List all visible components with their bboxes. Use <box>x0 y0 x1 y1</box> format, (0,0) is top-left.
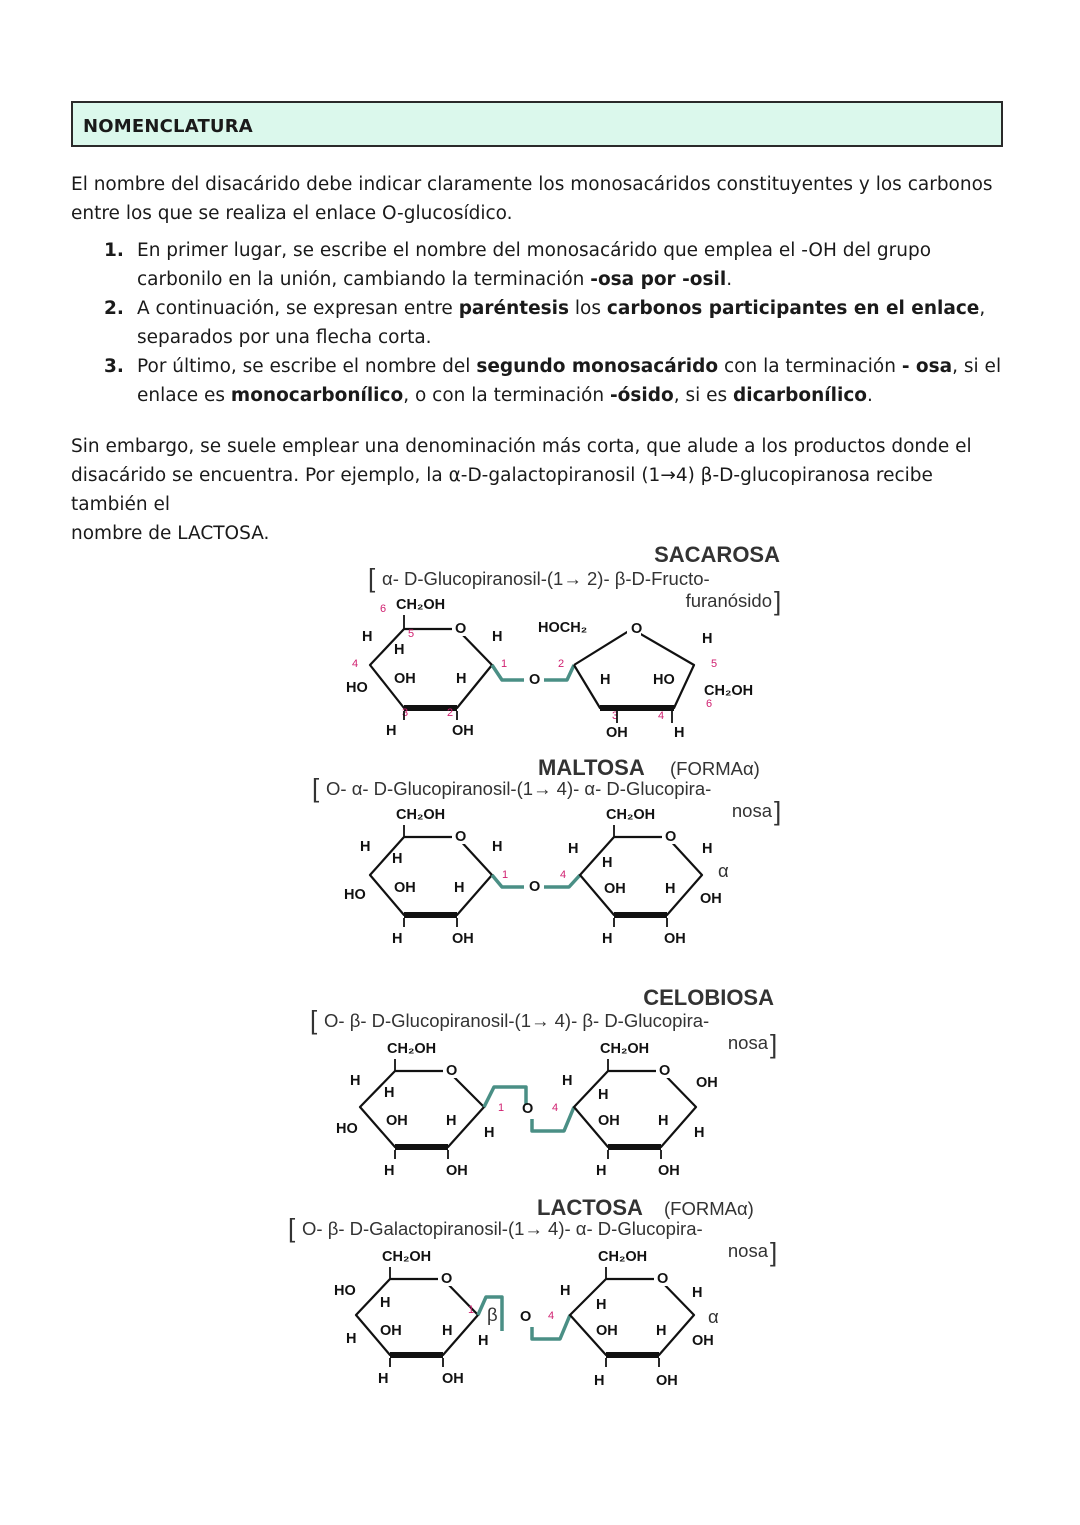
svg-text:OH: OH <box>394 880 416 896</box>
svg-text:]: ] <box>774 796 782 826</box>
outro-line-3: nombre de LACTOSA. <box>71 523 270 544</box>
maltosa-title: MALTOSA <box>538 755 645 780</box>
svg-text:H: H <box>456 671 467 687</box>
svg-text:O: O <box>657 1271 669 1287</box>
svg-text:4: 4 <box>560 869 567 881</box>
svg-text:HO: HO <box>346 680 368 696</box>
svg-text:3: 3 <box>612 710 619 722</box>
svg-text:O: O <box>441 1271 453 1287</box>
svg-text:OH: OH <box>380 1323 402 1339</box>
svg-text:1: 1 <box>501 658 508 670</box>
svg-text:4: 4 <box>548 1310 555 1322</box>
svg-text:6: 6 <box>706 698 713 710</box>
svg-text:5: 5 <box>711 658 718 670</box>
svg-text:OH: OH <box>446 1163 468 1179</box>
svg-text:H: H <box>484 1125 495 1141</box>
svg-text:H: H <box>562 1073 573 1089</box>
svg-text:H: H <box>362 629 373 645</box>
sacarosa-diagram <box>346 542 781 741</box>
svg-text:H: H <box>598 1087 609 1103</box>
svg-text:H: H <box>384 1085 395 1101</box>
svg-text:OH: OH <box>604 881 626 897</box>
svg-text:OH: OH <box>692 1333 714 1349</box>
celobiosa-title: CELOBIOSA <box>643 985 774 1010</box>
svg-text:]: ] <box>774 586 782 616</box>
svg-text:5: 5 <box>408 628 415 640</box>
svg-text:HOCH₂: HOCH₂ <box>538 620 588 636</box>
section-title: NOMENCLATURA <box>83 116 253 137</box>
step-2-number: 2. <box>104 298 124 319</box>
svg-text:OH: OH <box>700 891 722 907</box>
svg-text:OH: OH <box>452 723 474 739</box>
maltosa-name-line2: nosa <box>731 800 772 821</box>
svg-text:]: ] <box>770 1237 778 1267</box>
svg-text:CH₂OH: CH₂OH <box>396 597 446 613</box>
lactosa-title: LACTOSA <box>537 1195 643 1220</box>
svg-text:H: H <box>360 839 371 855</box>
svg-text:O: O <box>520 1309 532 1325</box>
svg-text:CH₂OH: CH₂OH <box>382 1249 432 1265</box>
svg-text:H: H <box>346 1331 357 1347</box>
svg-text:H: H <box>692 1285 703 1301</box>
svg-text:O: O <box>529 879 541 895</box>
svg-text:OH: OH <box>452 931 474 947</box>
svg-text:α: α <box>708 1306 719 1327</box>
svg-text:O: O <box>529 672 541 688</box>
svg-text:OH: OH <box>598 1113 620 1129</box>
svg-text:H: H <box>702 631 713 647</box>
svg-text:H: H <box>350 1073 361 1089</box>
svg-text:H: H <box>378 1371 389 1387</box>
svg-text:CH₂OH: CH₂OH <box>387 1041 437 1057</box>
svg-text:OH: OH <box>658 1163 680 1179</box>
svg-text:O: O <box>446 1063 458 1079</box>
svg-text:[: [ <box>288 1213 296 1243</box>
svg-text:4: 4 <box>352 658 359 670</box>
svg-text:1: 1 <box>468 1304 475 1316</box>
svg-text:H: H <box>392 851 403 867</box>
svg-text:OH: OH <box>442 1371 464 1387</box>
svg-text:H: H <box>656 1323 667 1339</box>
svg-text:1: 1 <box>502 869 509 881</box>
celobiosa-diagram <box>310 985 777 1179</box>
svg-text:H: H <box>596 1163 607 1179</box>
svg-text:4: 4 <box>658 710 665 722</box>
svg-text:H: H <box>384 1163 395 1179</box>
svg-text:O: O <box>631 621 643 637</box>
maltosa-form: (FORMAα) <box>670 758 760 779</box>
svg-text:2: 2 <box>447 707 454 719</box>
svg-text:1: 1 <box>498 1102 505 1114</box>
sacarosa-title: SACAROSA <box>654 542 780 567</box>
svg-text:CH₂OH: CH₂OH <box>606 807 656 823</box>
sacarosa-name-line2: furanósido <box>685 590 772 611</box>
svg-text:H: H <box>702 841 713 857</box>
svg-text:α: α <box>718 860 729 881</box>
svg-text:[: [ <box>312 773 320 803</box>
svg-text:6: 6 <box>380 603 387 615</box>
svg-text:H: H <box>442 1323 453 1339</box>
svg-text:H: H <box>658 1113 669 1129</box>
svg-text:HO: HO <box>336 1121 358 1137</box>
svg-text:H: H <box>560 1283 571 1299</box>
svg-text:3: 3 <box>402 707 409 719</box>
svg-text:OH: OH <box>656 1373 678 1389</box>
svg-text:[: [ <box>310 1005 318 1035</box>
intro-paragraph <box>71 170 1011 228</box>
svg-text:HO: HO <box>344 887 366 903</box>
intro-line-2: entre los que se realiza el enlace O-glucosídico. <box>71 203 513 224</box>
section-header <box>71 101 1003 147</box>
sacarosa-name-line1: α- D-Glucopiranosil-(1→ 2)- β-D-Fructo- <box>382 568 710 589</box>
step-2: 2. A continuación, se expresan entre paréntesis los carbonos participantes en el enlace, separados por una flecha corta. <box>104 294 1004 352</box>
lactosa-name-line1: O- β- D-Galactopiranosil-(1→ 4)- α- D-Glucopira- <box>302 1218 703 1239</box>
svg-text:H: H <box>454 880 465 896</box>
svg-text:[: [ <box>368 563 376 593</box>
svg-text:OH: OH <box>606 725 628 741</box>
outro-paragraph <box>71 432 1011 548</box>
svg-text:OH: OH <box>386 1113 408 1129</box>
svg-text:H: H <box>492 629 503 645</box>
svg-text:H: H <box>596 1297 607 1313</box>
disaccharide-figure <box>262 535 812 1415</box>
svg-text:O: O <box>455 621 467 637</box>
svg-text:OH: OH <box>696 1075 718 1091</box>
svg-text:]: ] <box>770 1029 778 1059</box>
svg-text:H: H <box>602 931 613 947</box>
svg-text:HO: HO <box>653 672 675 688</box>
svg-text:OH: OH <box>394 671 416 687</box>
outro-line-1: Sin embargo, se suele emplear una denominación más corta, que alude a los productos donde el <box>71 436 972 457</box>
svg-text:HO: HO <box>334 1283 356 1299</box>
svg-text:CH₂OH: CH₂OH <box>704 683 754 699</box>
svg-text:H: H <box>665 881 676 897</box>
maltosa-name-line1: O- α- D-Glucopiranosil-(1→ 4)- α- D-Glucopira- <box>326 778 712 799</box>
svg-text:H: H <box>380 1295 391 1311</box>
celobiosa-name-line1: O- β- D-Glucopiranosil-(1→ 4)- β- D-Glucopira- <box>324 1010 710 1031</box>
celobiosa-name-line2: nosa <box>727 1032 768 1053</box>
step-3: 3. Por último, se escribe el nombre del segundo monosacárido con la terminación - osa, si el enlace es monocarbonílico, o con la terminación -ósido, si es dicarbonílico. <box>104 352 1004 410</box>
svg-text:OH: OH <box>664 931 686 947</box>
svg-text:H: H <box>594 1373 605 1389</box>
svg-text:H: H <box>694 1125 705 1141</box>
svg-text:H: H <box>602 855 613 871</box>
steps-list <box>104 236 1004 410</box>
svg-text:4: 4 <box>552 1102 559 1114</box>
svg-text:2: 2 <box>558 658 565 670</box>
svg-text:H: H <box>446 1113 457 1129</box>
svg-text:H: H <box>392 931 403 947</box>
step-1: 1. En primer lugar, se escribe el nombre del monosacárido que emplea el -OH del grupo carbonilo en la unión, cambiando la terminación -osa por -osil. <box>104 236 1004 294</box>
svg-text:H: H <box>478 1333 489 1349</box>
step-1-number: 1. <box>104 240 124 261</box>
svg-text:H: H <box>394 642 405 658</box>
lactosa-diagram <box>288 1195 777 1389</box>
svg-text:OH: OH <box>596 1323 618 1339</box>
svg-text:CH₂OH: CH₂OH <box>600 1041 650 1057</box>
svg-text:O: O <box>455 829 467 845</box>
svg-text:H: H <box>568 841 579 857</box>
outro-line-2: disacárido se encuentra. Por ejemplo, la α-D-galactopiranosil (1→4) β-D-glucopiranosa recibe también el <box>71 465 933 515</box>
lactosa-form: (FORMAα) <box>664 1198 754 1219</box>
svg-text:O: O <box>665 829 677 845</box>
svg-text:H: H <box>674 725 685 741</box>
svg-text:H: H <box>386 723 397 739</box>
svg-text:H: H <box>492 839 503 855</box>
svg-text:H: H <box>600 672 611 688</box>
intro-line-1: El nombre del disacárido debe indicar claramente los monosacáridos constituyentes y los carbonos <box>71 174 993 195</box>
maltosa-diagram <box>312 755 781 947</box>
step-3-number: 3. <box>104 356 124 377</box>
lactosa-name-line2: nosa <box>727 1240 768 1261</box>
svg-text:β: β <box>487 1304 498 1325</box>
svg-text:O: O <box>522 1101 534 1117</box>
svg-text:CH₂OH: CH₂OH <box>396 807 446 823</box>
svg-text:CH₂OH: CH₂OH <box>598 1249 648 1265</box>
svg-text:O: O <box>659 1063 671 1079</box>
